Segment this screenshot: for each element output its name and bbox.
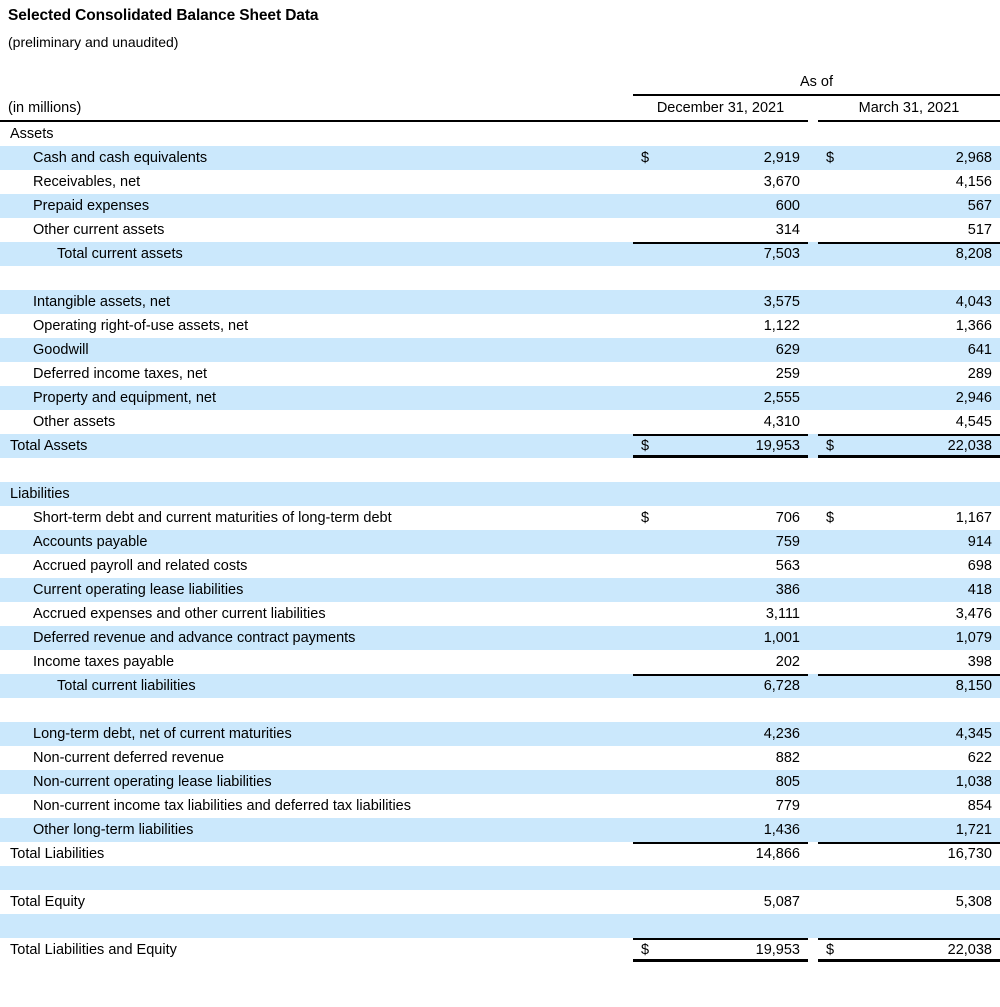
currency-symbol-col2 [818, 362, 840, 386]
column-gap [808, 362, 818, 386]
table-row [0, 818, 1000, 842]
value-col1: 882 [655, 746, 808, 770]
row-label-short-term-debt-and-current-maturities-of-long-t: Short-term debt and current maturities of long-term debt [0, 506, 633, 530]
table-row [0, 602, 1000, 626]
currency-symbol-col2 [818, 530, 840, 554]
currency-symbol-col1 [633, 650, 655, 674]
row-label-other-current-assets: Other current assets [0, 218, 633, 242]
row-label-other-assets: Other assets [0, 410, 633, 434]
page-title: Selected Consolidated Balance Sheet Data [8, 7, 319, 24]
currency-symbol-col1 [633, 842, 655, 866]
table-row [0, 482, 1000, 506]
row-label-total-equity: Total Equity [0, 890, 633, 914]
value-col1: 6,728 [655, 674, 808, 698]
value-col2: 567 [840, 194, 1000, 218]
row-label-total-assets: Total Assets [0, 434, 633, 458]
value-col1: 4,236 [655, 722, 808, 746]
column-gap [808, 458, 818, 482]
row-label-deferred-revenue-and-advance-contract-payments: Deferred revenue and advance contract payments [0, 626, 633, 650]
value-col2: 4,043 [840, 290, 1000, 314]
value-col2: 1,038 [840, 770, 1000, 794]
currency-symbol-col1 [633, 121, 655, 146]
currency-symbol-col1: $ [633, 146, 655, 170]
currency-symbol-col1 [633, 530, 655, 554]
currency-symbol-col1 [633, 818, 655, 842]
row-label-accrued-payroll-and-related-costs: Accrued payroll and related costs [0, 554, 633, 578]
currency-symbol-col2 [818, 866, 840, 890]
value-col1: 2,919 [655, 146, 808, 170]
currency-symbol-col2 [818, 554, 840, 578]
value-col2: 22,038 [840, 938, 1000, 962]
value-col1: 19,953 [655, 938, 808, 962]
value-col1: 314 [655, 218, 808, 242]
value-col1: 7,503 [655, 242, 808, 266]
column-header-december-31-2021: December 31, 2021 [633, 95, 808, 121]
currency-symbol-col1 [633, 890, 655, 914]
value-col2 [840, 266, 1000, 290]
page-subtitle: (preliminary and unaudited) [8, 34, 179, 50]
table-row [0, 938, 1000, 962]
value-col1: 3,575 [655, 290, 808, 314]
value-col1 [655, 121, 808, 146]
row-label-prepaid-expenses: Prepaid expenses [0, 194, 633, 218]
value-col1: 5,087 [655, 890, 808, 914]
value-col1: 805 [655, 770, 808, 794]
currency-symbol-col1 [633, 914, 655, 938]
currency-symbol-col2 [818, 194, 840, 218]
row-label-current-operating-lease-liabilities: Current operating lease liabilities [0, 578, 633, 602]
currency-symbol-col1 [633, 746, 655, 770]
column-gap [808, 674, 818, 698]
currency-symbol-col1 [633, 314, 655, 338]
value-col2: 289 [840, 362, 1000, 386]
currency-symbol-col1 [633, 170, 655, 194]
value-col2: 22,038 [840, 434, 1000, 458]
currency-symbol-col1 [633, 554, 655, 578]
currency-symbol-col2 [818, 722, 840, 746]
value-col1: 629 [655, 338, 808, 362]
table-row [0, 554, 1000, 578]
value-col1: 259 [655, 362, 808, 386]
table-row [0, 290, 1000, 314]
column-gap [808, 602, 818, 626]
currency-symbol-col2 [818, 794, 840, 818]
currency-symbol-col1 [633, 242, 655, 266]
row-label-non-current-deferred-revenue: Non-current deferred revenue [0, 746, 633, 770]
value-col1: 4,310 [655, 410, 808, 434]
value-col1: 386 [655, 578, 808, 602]
value-col2: 2,968 [840, 146, 1000, 170]
column-gap [808, 770, 818, 794]
table-row [0, 650, 1000, 674]
value-col2: 1,079 [840, 626, 1000, 650]
value-col1: 759 [655, 530, 808, 554]
header-row-dates [0, 95, 1000, 121]
row-label-accounts-payable: Accounts payable [0, 530, 633, 554]
column-gap [808, 794, 818, 818]
value-col2: 1,167 [840, 506, 1000, 530]
table-row [0, 410, 1000, 434]
currency-symbol-col2 [818, 458, 840, 482]
value-col2: 698 [840, 554, 1000, 578]
table-row [0, 338, 1000, 362]
currency-symbol-col2 [818, 698, 840, 722]
column-gap [808, 410, 818, 434]
row-label-total-liabilities-and-equity: Total Liabilities and Equity [0, 938, 633, 962]
row-label-total-current-liabilities: Total current liabilities [0, 674, 633, 698]
table-spacer-row [0, 266, 1000, 290]
currency-symbol-col2 [818, 338, 840, 362]
value-col2: 914 [840, 530, 1000, 554]
column-gap [808, 146, 818, 170]
value-col1: 1,122 [655, 314, 808, 338]
currency-symbol-col1 [633, 674, 655, 698]
header-row-group [0, 70, 1000, 95]
value-col1: 706 [655, 506, 808, 530]
value-col1: 600 [655, 194, 808, 218]
header-spacer-cell [0, 70, 633, 95]
value-col2: 2,946 [840, 386, 1000, 410]
column-gap [808, 890, 818, 914]
value-col1: 779 [655, 794, 808, 818]
value-col2 [840, 866, 1000, 890]
currency-symbol-col2 [818, 482, 840, 506]
value-col2: 1,366 [840, 314, 1000, 338]
row-label-non-current-income-tax-liabilities-and-deferred-: Non-current income tax liabilities and deferred tax liabilities [0, 794, 633, 818]
currency-symbol-col2 [818, 242, 840, 266]
column-header-march-31-2021: March 31, 2021 [818, 95, 1000, 121]
value-col1: 1,436 [655, 818, 808, 842]
value-col2: 8,150 [840, 674, 1000, 698]
table-spacer-row [0, 458, 1000, 482]
value-col1: 19,953 [655, 434, 808, 458]
column-gap [808, 554, 818, 578]
currency-symbol-col2 [818, 818, 840, 842]
value-col1 [655, 482, 808, 506]
row-label-non-current-operating-lease-liabilities: Non-current operating lease liabilities [0, 770, 633, 794]
table-row [0, 146, 1000, 170]
value-col2 [840, 458, 1000, 482]
row-label-deferred-income-taxes-net: Deferred income taxes, net [0, 362, 633, 386]
currency-symbol-col1 [633, 194, 655, 218]
currency-symbol-col1 [633, 722, 655, 746]
row-label-empty [0, 914, 633, 938]
row-label-goodwill: Goodwill [0, 338, 633, 362]
table-row [0, 121, 1000, 146]
column-gap [808, 698, 818, 722]
currency-symbol-col2 [818, 770, 840, 794]
value-col2: 3,476 [840, 602, 1000, 626]
currency-symbol-col1 [633, 338, 655, 362]
value-col1 [655, 266, 808, 290]
table-row [0, 170, 1000, 194]
value-col1: 563 [655, 554, 808, 578]
table-row [0, 842, 1000, 866]
column-gap [808, 482, 818, 506]
row-label-total-current-assets: Total current assets [0, 242, 633, 266]
currency-symbol-col1 [633, 866, 655, 890]
value-col2: 622 [840, 746, 1000, 770]
table-spacer-row [0, 914, 1000, 938]
currency-symbol-col1 [633, 602, 655, 626]
row-label-other-long-term-liabilities: Other long-term liabilities [0, 818, 633, 842]
currency-symbol-col2 [818, 170, 840, 194]
currency-symbol-col2 [818, 314, 840, 338]
value-col1: 14,866 [655, 842, 808, 866]
column-gap [808, 170, 818, 194]
currency-symbol-col2 [818, 266, 840, 290]
row-label-empty [0, 266, 633, 290]
column-gap [808, 266, 818, 290]
table-row [0, 362, 1000, 386]
table-row [0, 626, 1000, 650]
currency-symbol-col1 [633, 794, 655, 818]
value-col2: 854 [840, 794, 1000, 818]
row-label-receivables-net: Receivables, net [0, 170, 633, 194]
currency-symbol-col2 [818, 602, 840, 626]
table-row [0, 746, 1000, 770]
currency-symbol-col1 [633, 578, 655, 602]
column-gap [808, 121, 818, 146]
row-label-assets: Assets [0, 121, 633, 146]
currency-symbol-col1 [633, 482, 655, 506]
table-spacer-row [0, 866, 1000, 890]
value-col2: 16,730 [840, 842, 1000, 866]
value-col2: 1,721 [840, 818, 1000, 842]
column-gap [808, 818, 818, 842]
table-row [0, 386, 1000, 410]
column-gap [808, 938, 818, 962]
currency-symbol-col2 [818, 290, 840, 314]
row-label-empty [0, 458, 633, 482]
value-col2: 4,345 [840, 722, 1000, 746]
column-gap [808, 530, 818, 554]
table-row [0, 194, 1000, 218]
currency-symbol-col2: $ [818, 506, 840, 530]
currency-symbol-col1 [633, 386, 655, 410]
value-col1: 202 [655, 650, 808, 674]
table-row [0, 770, 1000, 794]
column-gap [808, 650, 818, 674]
units-label: (in millions) [0, 95, 633, 121]
column-gap [808, 242, 818, 266]
value-col2 [840, 698, 1000, 722]
row-label-cash-and-cash-equivalents: Cash and cash equivalents [0, 146, 633, 170]
value-col2 [840, 121, 1000, 146]
table-spacer-row [0, 698, 1000, 722]
row-label-empty [0, 698, 633, 722]
currency-symbol-col1 [633, 266, 655, 290]
table-header [0, 70, 1000, 121]
table-row [0, 314, 1000, 338]
value-col1: 1,001 [655, 626, 808, 650]
header-column-gap [808, 95, 818, 121]
currency-symbol-col1: $ [633, 938, 655, 962]
value-col2: 4,156 [840, 170, 1000, 194]
column-gap [808, 194, 818, 218]
column-gap [808, 722, 818, 746]
currency-symbol-col2 [818, 218, 840, 242]
currency-symbol-col1 [633, 458, 655, 482]
currency-symbol-col1 [633, 410, 655, 434]
currency-symbol-col1 [633, 290, 655, 314]
currency-symbol-col1 [633, 362, 655, 386]
column-gap [808, 386, 818, 410]
column-gap [808, 866, 818, 890]
value-col2: 641 [840, 338, 1000, 362]
value-col2: 5,308 [840, 890, 1000, 914]
column-gap [808, 842, 818, 866]
value-col2: 4,545 [840, 410, 1000, 434]
value-col2: 398 [840, 650, 1000, 674]
column-group-header-as-of: As of [633, 70, 1000, 95]
value-col2 [840, 482, 1000, 506]
column-gap [808, 314, 818, 338]
column-gap [808, 914, 818, 938]
title-block [0, 0, 1000, 52]
column-gap [808, 434, 818, 458]
column-gap [808, 626, 818, 650]
value-col2: 8,208 [840, 242, 1000, 266]
value-col2: 418 [840, 578, 1000, 602]
currency-symbol-col1 [633, 218, 655, 242]
value-col2: 517 [840, 218, 1000, 242]
row-label-income-taxes-payable: Income taxes payable [0, 650, 633, 674]
row-label-total-liabilities: Total Liabilities [0, 842, 633, 866]
currency-symbol-col2: $ [818, 434, 840, 458]
row-label-long-term-debt-net-of-current-maturities: Long-term debt, net of current maturities [0, 722, 633, 746]
currency-symbol-col1 [633, 698, 655, 722]
value-col1: 2,555 [655, 386, 808, 410]
value-col2 [840, 914, 1000, 938]
table-row [0, 218, 1000, 242]
table-row [0, 434, 1000, 458]
currency-symbol-col1 [633, 626, 655, 650]
value-col1: 3,670 [655, 170, 808, 194]
table-row [0, 890, 1000, 914]
row-label-property-and-equipment-net: Property and equipment, net [0, 386, 633, 410]
currency-symbol-col2: $ [818, 938, 840, 962]
currency-symbol-col2 [818, 674, 840, 698]
column-gap [808, 218, 818, 242]
currency-symbol-col2 [818, 650, 840, 674]
column-gap [808, 506, 818, 530]
currency-symbol-col2 [818, 386, 840, 410]
table-row [0, 530, 1000, 554]
table-row [0, 578, 1000, 602]
column-gap [808, 746, 818, 770]
currency-symbol-col2 [818, 746, 840, 770]
table-body [0, 121, 1000, 962]
column-gap [808, 290, 818, 314]
table-row [0, 506, 1000, 530]
value-col1 [655, 866, 808, 890]
column-gap [808, 578, 818, 602]
table-row [0, 794, 1000, 818]
value-col1: 3,111 [655, 602, 808, 626]
table-row [0, 674, 1000, 698]
row-label-operating-right-of-use-assets-net: Operating right-of-use assets, net [0, 314, 633, 338]
currency-symbol-col2 [818, 121, 840, 146]
currency-symbol-col2 [818, 578, 840, 602]
currency-symbol-col2 [818, 914, 840, 938]
value-col1 [655, 698, 808, 722]
currency-symbol-col2 [818, 626, 840, 650]
currency-symbol-col2: $ [818, 146, 840, 170]
balance-sheet-table [0, 70, 1000, 962]
currency-symbol-col1: $ [633, 506, 655, 530]
currency-symbol-col2 [818, 410, 840, 434]
value-col1 [655, 458, 808, 482]
row-label-accrued-expenses-and-other-current-liabilities: Accrued expenses and other current liabilities [0, 602, 633, 626]
currency-symbol-col2 [818, 842, 840, 866]
row-label-liabilities: Liabilities [0, 482, 633, 506]
column-gap [808, 338, 818, 362]
currency-symbol-col1 [633, 770, 655, 794]
table-row [0, 722, 1000, 746]
row-label-intangible-assets-net: Intangible assets, net [0, 290, 633, 314]
row-label-empty [0, 866, 633, 890]
value-col1 [655, 914, 808, 938]
currency-symbol-col1: $ [633, 434, 655, 458]
currency-symbol-col2 [818, 890, 840, 914]
table-row [0, 242, 1000, 266]
